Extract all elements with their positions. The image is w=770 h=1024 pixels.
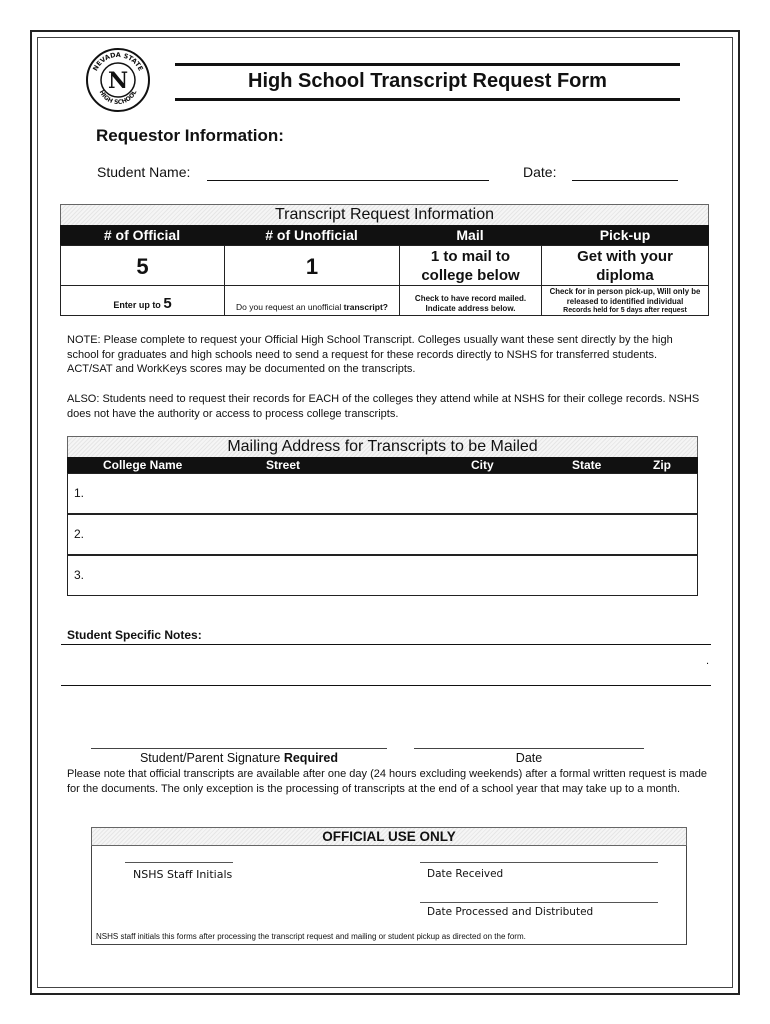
official-use-title: OFFICIAL USE ONLY xyxy=(322,829,456,844)
unofficial-note-bold: transcript? xyxy=(343,302,388,312)
mailing-header-row xyxy=(67,457,698,473)
col-header-city: City xyxy=(471,458,494,472)
mailing-row-1[interactable] xyxy=(67,473,698,514)
official-count-value: 5 xyxy=(136,254,149,279)
seal-letter: N xyxy=(107,68,129,94)
signature-field[interactable] xyxy=(91,748,387,749)
mailing-row-2[interactable] xyxy=(67,514,698,555)
official-note-cell xyxy=(60,285,225,316)
unofficial-count-cell[interactable] xyxy=(224,245,400,286)
svg-text:HIGH SCHOOL: HIGH SCHOOL xyxy=(97,89,139,107)
notes-trailing-dot: . xyxy=(706,655,710,667)
mail-cell[interactable] xyxy=(399,245,542,286)
pickup-value: Get with your diploma xyxy=(577,248,673,284)
student-notes-line-1[interactable] xyxy=(61,644,711,645)
student-notes-heading: Student Specific Notes: xyxy=(67,628,202,642)
col-header-official: # of Official xyxy=(60,225,224,245)
disclaimer-paragraph: Please note that official transcripts are available after one day (24 hours excluding weekends) after a formal written request is made for the documents. The only exception is the processing of transcripts at the end of a school year that may take up to a month. xyxy=(67,768,707,795)
col-header-zip: Zip xyxy=(653,458,671,472)
date-processed-label: Date Processed and Distributed xyxy=(427,906,594,918)
row-number: 2. xyxy=(74,527,85,541)
transcript-band-title: Transcript Request Information xyxy=(274,206,495,223)
pickup-note-text: Check for in person pick-up, Will only be released to identified individual xyxy=(549,287,701,306)
col-header-unofficial: # of Unofficial xyxy=(224,225,399,245)
student-name-field[interactable] xyxy=(207,180,489,181)
unofficial-note-text: Do you request an unofficial xyxy=(236,302,342,312)
staff-initials-field[interactable] xyxy=(125,862,233,863)
request-date-field[interactable] xyxy=(572,180,678,181)
official-use-footer: NSHS staff initials this forms after processing the transcript request and mailing or student pickup as directed on the form. xyxy=(96,932,526,941)
mail-note-text: Check to have record mailed. Indicate address below. xyxy=(414,294,527,313)
mail-value: 1 to mail to college below xyxy=(421,248,520,284)
requestor-heading: Requestor Information: xyxy=(96,126,284,145)
student-notes-line-2[interactable] xyxy=(61,685,711,686)
signature-label xyxy=(91,751,387,765)
signature-required: Required xyxy=(283,751,339,765)
official-note-text: Enter up to xyxy=(113,300,161,310)
pickup-note-cell xyxy=(541,285,709,316)
note-paragraph: NOTE: Please complete to request your Official High School Transcript. Colleges usually want these sent directly by the high school for graduates and high schools need to send a request for these records directly to NSHS for transferred students. ACT/SAT and WorkKeys scores may be documented on the transcripts. xyxy=(67,334,673,375)
signature-date-field[interactable] xyxy=(414,748,644,749)
signature-label-text: Student/Parent Signature xyxy=(139,751,281,765)
row-number: 1. xyxy=(74,486,85,500)
pickup-note-hold: Records held for 5 days after request xyxy=(563,307,687,314)
mailing-row-3[interactable] xyxy=(67,555,698,596)
date-received-label: Date Received xyxy=(427,868,504,880)
mailing-band xyxy=(67,436,698,458)
official-use-band xyxy=(91,827,687,846)
date-label: Date: xyxy=(523,164,557,180)
title-bottom-rule xyxy=(175,98,680,101)
staff-initials-label: NSHS Staff Initials xyxy=(133,868,233,881)
also-paragraph: ALSO: Students need to request their records for EACH of the colleges they attend while at NSHS for their college records. NSHS does not have the authority or access to process college transcripts. xyxy=(67,393,700,420)
pickup-cell[interactable] xyxy=(541,245,709,286)
signature-date-label: Date xyxy=(515,751,543,765)
col-header-mail: Mail xyxy=(399,225,541,245)
svg-text:NEVADA STATE: NEVADA STATE xyxy=(91,50,145,73)
mailing-band-title: Mailing Address for Transcripts to be Mailed xyxy=(227,438,538,455)
official-note-number: 5 xyxy=(163,295,172,312)
student-name-label: Student Name: xyxy=(97,164,191,180)
col-header-state: State xyxy=(572,458,602,472)
official-count-cell[interactable] xyxy=(60,245,225,286)
unofficial-count-value: 1 xyxy=(305,254,319,279)
col-header-college-name: College Name xyxy=(103,458,183,472)
title-top-rule xyxy=(175,63,680,66)
date-received-field[interactable] xyxy=(420,862,658,863)
page-title: High School Transcript Request Form xyxy=(248,70,607,92)
col-header-street: Street xyxy=(266,458,301,472)
col-header-pickup: Pick-up xyxy=(541,225,709,245)
mail-note-cell xyxy=(399,285,542,316)
date-processed-field[interactable] xyxy=(420,902,658,903)
unofficial-note-cell xyxy=(224,285,400,316)
row-number: 3. xyxy=(74,568,85,582)
transcript-band xyxy=(60,204,709,226)
school-seal-logo xyxy=(85,47,151,113)
